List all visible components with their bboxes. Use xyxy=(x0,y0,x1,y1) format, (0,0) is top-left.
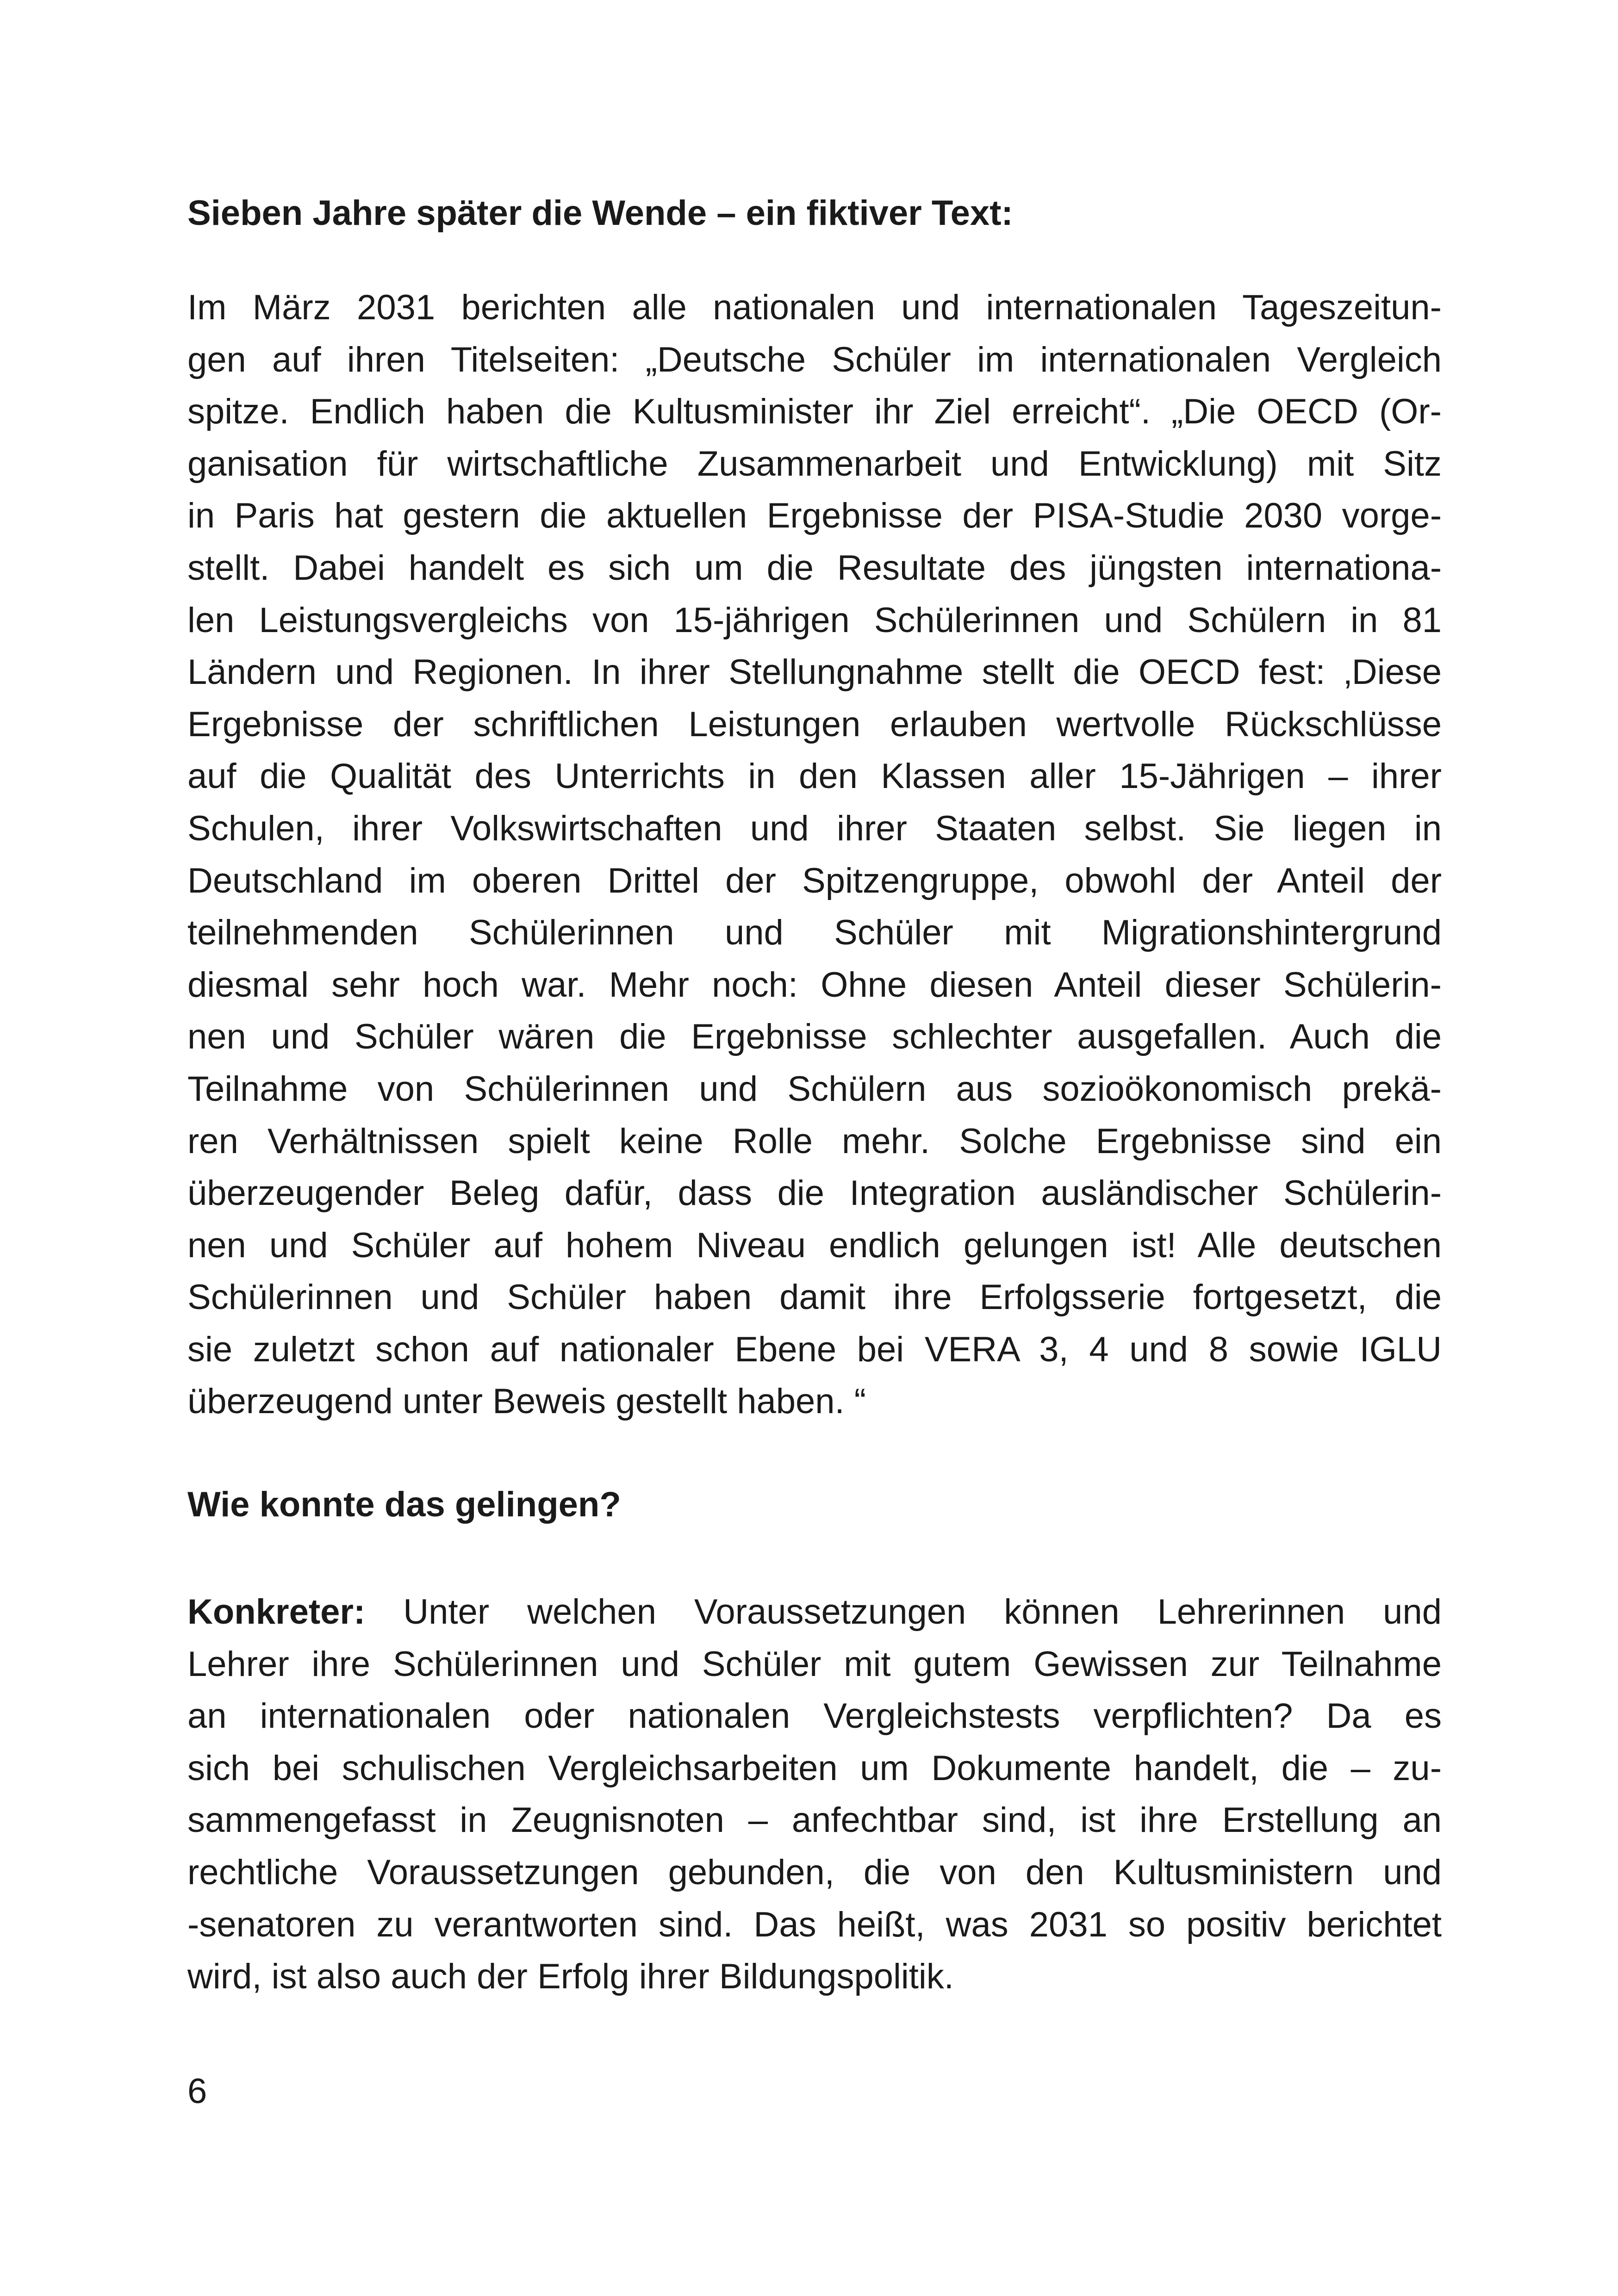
text-line: Ergebnisse der schriftlichen Leistungen erlauben wertvolle Rückschlüsse xyxy=(187,704,1442,744)
text-line: in Paris hat gestern die aktuellen Ergebnisse der PISA-Studie 2030 vorge- xyxy=(187,496,1442,536)
text-line: Schulen, ihrer Volkswirtschaften und ihrer Staaten selbst. Sie liegen in xyxy=(187,808,1442,848)
text-line: sich bei schulischen Vergleichsarbeiten um Dokumente handelt, die – zu- xyxy=(187,1748,1442,1788)
text-line: sie zuletzt schon auf nationaler Ebene bei VERA 3, 4 und 8 sowie IGLU xyxy=(187,1329,1442,1369)
text-line: ren Verhältnissen spielt keine Rolle mehr. Solche Ergebnisse sind ein xyxy=(187,1121,1442,1161)
text-line: Lehrer ihre Schülerinnen und Schüler mit gutem Gewissen zur Teilnahme xyxy=(187,1644,1442,1684)
text-line: ganisation für wirtschaftliche Zusammenarbeit und Entwicklung) mit Sitz xyxy=(187,444,1442,484)
paragraph-fiktiver-text xyxy=(187,282,1442,1428)
text-line: wird, ist also auch der Erfolg ihrer Bildungspolitik. xyxy=(187,1957,954,1997)
text-line: Schülerinnen und Schüler haben damit ihre Erfolgsserie fortgesetzt, die xyxy=(187,1278,1442,1317)
text-line: diesmal sehr hoch war. Mehr noch: Ohne diesen Anteil dieser Schülerin- xyxy=(187,965,1442,1005)
text-line xyxy=(187,1586,1442,1638)
text-line: sammengefasst in Zeugnisnoten – anfechtbar sind, ist ihre Erstellung an xyxy=(187,1800,1442,1840)
text-line: len Leistungsvergleichs von 15-jährigen Schülerinnen und Schülern in 81 xyxy=(187,600,1442,640)
text-line: auf die Qualität des Unterrichts in den Klassen aller 15-Jährigen – ihrer xyxy=(187,757,1442,796)
text-line: spitze. Endlich haben die Kultusminister ihr Ziel erreicht“. „Die OECD (Or- xyxy=(187,392,1442,432)
text-line: stellt. Dabei handelt es sich um die Resultate des jüngsten internationa- xyxy=(187,548,1442,588)
text-line: rechtliche Voraussetzungen gebunden, die von den Kultusministern und xyxy=(187,1853,1442,1893)
text-line: gen auf ihren Titelseiten: „Deutsche Schüler im internationalen Vergleich xyxy=(187,340,1442,379)
text-line: überzeugend unter Beweis gestellt haben. “ xyxy=(187,1382,866,1421)
section-heading-question: Wie konnte das gelingen? xyxy=(187,1485,621,1525)
section-heading-wende: Sieben Jahre später die Wende – ein fiktiver Text: xyxy=(187,193,1013,233)
text-line: überzeugender Beleg dafür, dass die Integration ausländischer Schülerin- xyxy=(187,1173,1442,1213)
page-number: 6 xyxy=(187,2072,207,2111)
text-line: teilnehmenden Schülerinnen und Schüler mit Migrationshintergrund xyxy=(187,913,1442,953)
text-line: Ländern und Regionen. In ihrer Stellungnahme stellt die OECD fest: ‚Diese xyxy=(187,652,1442,692)
text-line: Im März 2031 berichten alle nationalen und internationalen Tageszeitun- xyxy=(187,288,1442,327)
lead-term: Konkreter: xyxy=(187,1592,366,1632)
text-line: nen und Schüler wären die Ergebnisse schlechter ausgefallen. Auch die xyxy=(187,1017,1442,1057)
paragraph-konkreter xyxy=(187,1586,1442,2003)
text-line-rest: Unter welchen Voraussetzungen können Lehrerinnen und xyxy=(365,1592,1442,1632)
text-line: Deutschland im oberen Drittel der Spitzengruppe, obwohl der Anteil der xyxy=(187,861,1442,900)
text-line: -senatoren zu verantworten sind. Das heißt, was 2031 so positiv berichtet xyxy=(187,1905,1442,1944)
text-line: Teilnahme von Schülerinnen und Schülern aus sozioökonomisch prekä- xyxy=(187,1069,1442,1109)
text-line: nen und Schüler auf hohem Niveau endlich gelungen ist! Alle deutschen xyxy=(187,1225,1442,1265)
text-line: an internationalen oder nationalen Vergleichstests verpflichten? Da es xyxy=(187,1696,1442,1736)
page-body xyxy=(187,187,1442,2003)
